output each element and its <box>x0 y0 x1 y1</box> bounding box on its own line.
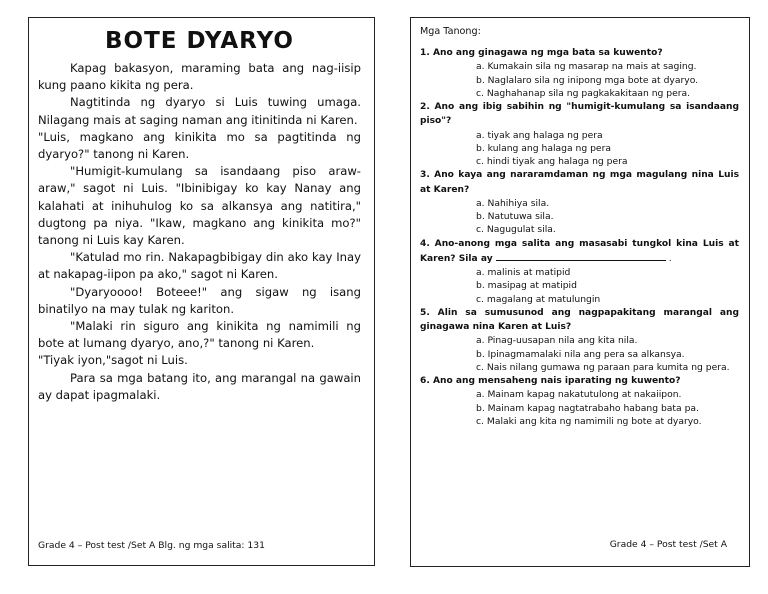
answer-option: b. Ipinagmamalaki nila ang pera sa alkansya. <box>476 348 685 360</box>
blank-suffix: . <box>665 253 672 264</box>
answer-option: c. Nagugulat sila. <box>476 224 556 236</box>
question-text: 5. Alin sa sumusunod ang nagpapakitang marangal ang ginagawa nina Karen at Luis? <box>420 307 739 333</box>
story-paragraph: "Katulad mo rin. Nakapagbibigay din ako kay Inay at nakapag-iipon pa ako," sagot ni Karen. <box>38 250 361 282</box>
answer-blank <box>496 251 666 261</box>
answer-options <box>420 388 739 428</box>
story-paragraph: "Dyaryoooo! Boteee!" ang sigaw ng isang binatilyo na may tulak ng kariton. <box>38 284 361 316</box>
answer-option: c. Nais nilang gumawa ng paraan para kumita ng pera. <box>476 361 730 373</box>
answer-option: b. Mainam kapag nagtatrabaho habang bata pa. <box>476 402 699 414</box>
story-paragraph: "Malaki rin siguro ang kinikita ng namimili ng bote at lumang dyaryo, ano,?" tanong ni Karen. <box>38 319 361 351</box>
answer-option: b. masipag at matipid <box>476 280 577 292</box>
questions-heading: Mga Tanong: <box>420 26 481 37</box>
story-paragraph: "Luis, magkano ang kinikita mo sa pagtitinda ng dyaryo?" tanong ni Karen. <box>38 129 361 162</box>
question-text: 2. Ano ang ibig sabihin ng "humigit-kumulang sa isandaang piso"? <box>420 102 739 127</box>
answer-options <box>420 334 739 374</box>
answer-option: b. Natutuwa sila. <box>476 211 554 223</box>
answer-option: c. Malaki ang kita ng namimili ng bote at dyaryo. <box>476 416 702 428</box>
questions-footer: Grade 4 – Post test /Set A <box>609 539 727 550</box>
question-list <box>420 46 739 428</box>
story-paragraph: Para sa mga batang ito, ang marangal na gawain ay dapat ipagmalaki. <box>38 370 361 402</box>
answer-option: c. hindi tiyak ang halaga ng pera <box>476 156 628 168</box>
question-2 <box>420 100 739 128</box>
story-title: BOTE DYARYO <box>104 28 294 54</box>
question-text: 3. Ano kaya ang nararamdaman ng mga magulang nina Luis at Karen? <box>420 170 739 195</box>
answer-option: c. magalang at matulungin <box>476 293 601 305</box>
answer-options <box>420 60 739 100</box>
answer-option: a. malinis at matipid <box>476 267 571 279</box>
answer-option: a. tiyak ang halaga ng pera <box>476 129 603 141</box>
answer-option: a. Nahihiya sila. <box>476 197 550 209</box>
question-1 <box>420 46 739 60</box>
answer-option: a. Pinag-uusapan nila ang kita nila. <box>476 335 638 347</box>
question-4 <box>420 237 739 266</box>
answer-options <box>420 197 739 237</box>
answer-option: b. kulang ang halaga ng pera <box>476 142 611 154</box>
story-paragraph: Kapag bakasyon, maraming bata ang nag-iisip kung paano kikita ng pera. <box>38 61 361 93</box>
answer-option: b. Naglalaro sila ng inipong mga bote at dyaryo. <box>476 74 699 86</box>
questions-page <box>410 17 750 567</box>
answer-option: a. Kumakain sila ng masarap na mais at saging. <box>476 61 697 73</box>
story-paragraph: Nagtitinda ng dyaryo si Luis tuwing umaga. Nilagang mais at saging naman ang itinitinda ni Karen. <box>38 95 361 127</box>
story-paragraph: "Humigit-kumulang sa isandaang piso araw-araw," sagot ni Luis. "Ibinibigay ko kay Nanay ang kalahati at inihuhulog ko sa alkansya ang natitira," dugtong pa niya. "Ikaw, magkano ang kinikita mo?" tanong ni Luis kay Karen. <box>38 164 361 248</box>
answer-option: a. Mainam kapag nakatutulong at nakaiipon. <box>476 389 682 401</box>
question-6 <box>420 374 739 388</box>
question-text: 4. Ano-anong mga salita ang masasabi tungkol kina Luis at Karen? Sila ay <box>420 238 739 264</box>
story-footer: Grade 4 – Post test /Set A Blg. ng mga salita: 131 <box>38 540 265 551</box>
question-text: 1. Ano ang ginagawa ng mga bata sa kuwento? <box>420 48 663 58</box>
story-page <box>28 17 375 566</box>
answer-option: c. Naghahanap sila ng pagkakakitaan ng pera. <box>476 87 691 99</box>
story-body <box>38 60 361 404</box>
question-5 <box>420 306 739 334</box>
question-3 <box>420 168 739 196</box>
question-text: 6. Ano ang mensaheng nais iparating ng kuwento? <box>420 376 681 387</box>
answer-options <box>420 129 739 169</box>
story-paragraph: "Tiyak iyon,"sagot ni Luis. <box>38 353 188 368</box>
answer-options <box>420 266 739 306</box>
